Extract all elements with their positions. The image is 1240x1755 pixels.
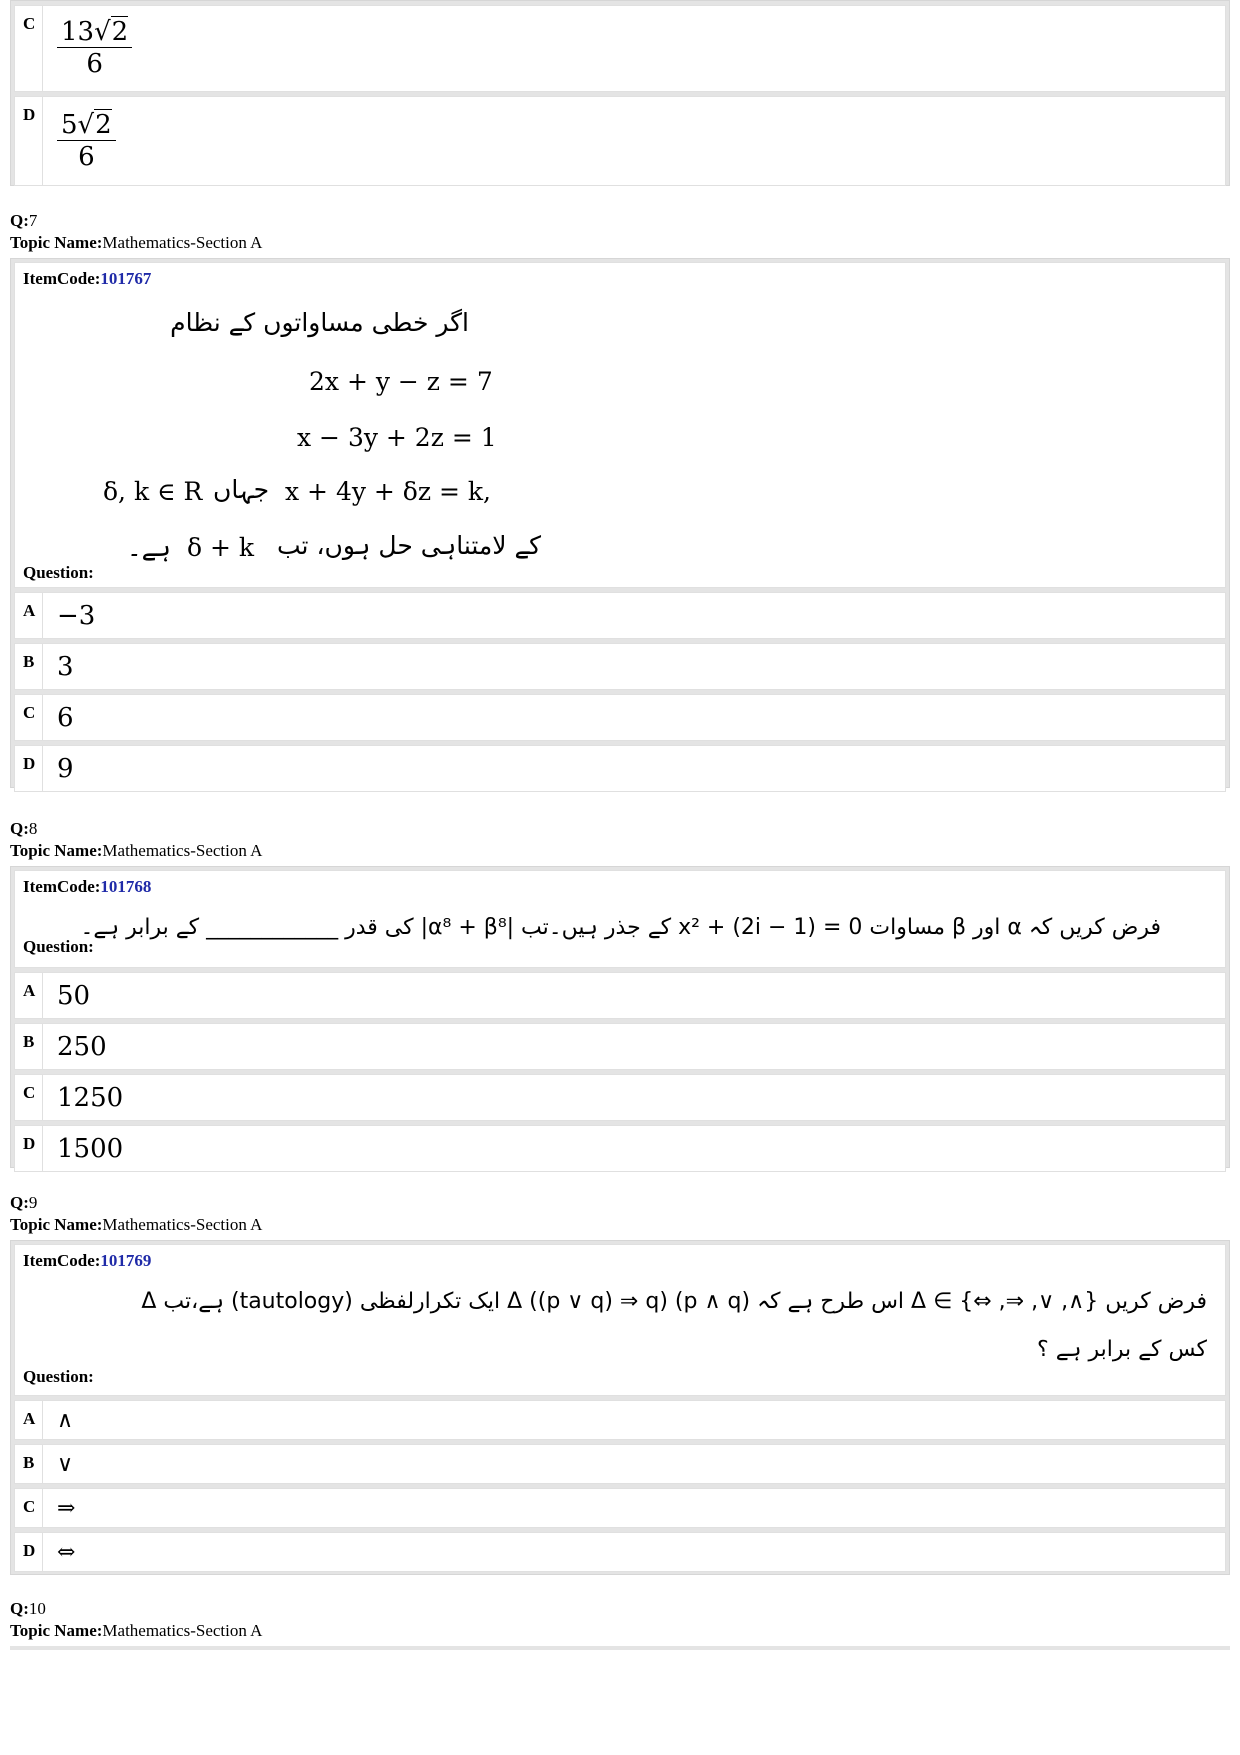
equation: 2x + y − z = 7 bbox=[309, 367, 493, 396]
option-value: 50 bbox=[57, 980, 91, 1011]
question-number: 9 bbox=[28, 1193, 38, 1212]
divider bbox=[10, 1646, 1230, 1650]
option-value: 1500 bbox=[57, 1133, 124, 1164]
option-label: B bbox=[15, 1445, 43, 1483]
equation: x + 4y + δz = k, bbox=[285, 477, 491, 506]
question-body bbox=[14, 870, 1226, 968]
option-row[interactable] bbox=[14, 972, 1226, 1019]
question-text: کے لامتناہی حل ہوں، تب bbox=[277, 531, 542, 560]
question-text: جہاں bbox=[213, 475, 270, 504]
topic-name: Mathematics-Section A bbox=[102, 233, 263, 252]
question-body bbox=[14, 262, 1226, 588]
question-number: 7 bbox=[28, 211, 38, 230]
question-text: فرض کریں کہ α اور β مساوات x² + (2i − 1) = 0 کے جذر ہیں۔تب |α⁸ + β⁸| کی قدر ____________ کے برابر ہے۔ bbox=[80, 915, 1161, 940]
question-body bbox=[14, 1244, 1226, 1396]
question-box bbox=[10, 258, 1230, 788]
question-label: Question: bbox=[23, 937, 94, 956]
option-label: A bbox=[15, 593, 43, 638]
option-value: ∧ bbox=[57, 1407, 74, 1433]
question-header: Q:8 Topic Name:Mathematics-Section A bbox=[10, 819, 263, 860]
option-row[interactable] bbox=[14, 1532, 1226, 1572]
question-text: کس کے برابر ہے ؟ bbox=[1037, 1337, 1207, 1362]
option-row[interactable] bbox=[14, 745, 1226, 792]
option-value bbox=[43, 6, 1225, 91]
option-label: D bbox=[15, 1126, 43, 1171]
option-label: B bbox=[15, 1024, 43, 1069]
question-header: Q:7 Topic Name:Mathematics-Section A bbox=[10, 211, 263, 252]
option-row[interactable] bbox=[14, 1023, 1226, 1070]
option-row[interactable] bbox=[14, 592, 1226, 639]
equation: x − 3y + 2z = 1 bbox=[297, 423, 497, 452]
question-label: Question: bbox=[23, 563, 94, 582]
option-value: 1250 bbox=[57, 1082, 124, 1113]
question-label: Question: bbox=[23, 1367, 94, 1386]
option-value: −3 bbox=[57, 600, 96, 631]
question-number: 8 bbox=[28, 819, 38, 838]
option-label: C bbox=[15, 1489, 43, 1527]
option-row[interactable] bbox=[14, 1400, 1226, 1440]
question-text: فرض کریں {∧, ∨, ⇒, ⇔} ∋ Δ اس طرح ہے کہ (p ∧ q) Δ ((p ∨ q) ⇒ q) ایک تکرارلفظی (tautology) ہے،تب Δ bbox=[141, 1289, 1207, 1314]
fraction: $\frac{13√2}{6}$ bbox=[57, 18, 132, 78]
option-row[interactable] bbox=[14, 694, 1226, 741]
option-value bbox=[43, 97, 1225, 185]
topic-name: Mathematics-Section A bbox=[102, 841, 263, 860]
option-label: B bbox=[15, 644, 43, 689]
equation: δ + k bbox=[187, 533, 255, 562]
option-row[interactable] bbox=[14, 96, 1226, 186]
question-header: Q:10 Topic Name:Mathematics-Section A bbox=[10, 1599, 263, 1640]
option-row[interactable] bbox=[14, 1074, 1226, 1121]
option-label: A bbox=[15, 973, 43, 1018]
option-label: D bbox=[15, 1533, 43, 1571]
question-text: اگر خطی مساواتوں کے نظام bbox=[170, 308, 469, 337]
option-row[interactable] bbox=[14, 1444, 1226, 1484]
option-value: 6 bbox=[57, 702, 74, 733]
option-label: D bbox=[15, 97, 43, 185]
option-value: ⇒ bbox=[57, 1495, 76, 1521]
option-value: ∨ bbox=[57, 1451, 74, 1477]
equation: δ, k ∈ R bbox=[103, 477, 203, 506]
option-value: 3 bbox=[57, 651, 74, 682]
option-value: 250 bbox=[57, 1031, 107, 1062]
option-label: C bbox=[15, 1075, 43, 1120]
option-row[interactable] bbox=[14, 5, 1226, 92]
question-text: ہے۔ bbox=[127, 533, 171, 562]
topic-name: Mathematics-Section A bbox=[102, 1621, 263, 1640]
question-box bbox=[10, 866, 1230, 1168]
item-code: ItemCode:101769 bbox=[23, 1251, 152, 1270]
option-value: 9 bbox=[57, 753, 74, 784]
option-row[interactable] bbox=[14, 1488, 1226, 1528]
prev-options-box bbox=[10, 0, 1230, 186]
option-label: C bbox=[15, 6, 43, 91]
question-header: Q:9 Topic Name:Mathematics-Section A bbox=[10, 1193, 263, 1234]
option-label: C bbox=[15, 695, 43, 740]
item-code: ItemCode:101768 bbox=[23, 877, 152, 896]
option-row[interactable] bbox=[14, 643, 1226, 690]
option-row[interactable] bbox=[14, 1125, 1226, 1172]
question-box bbox=[10, 1240, 1230, 1575]
option-label: D bbox=[15, 746, 43, 791]
question-number: 10 bbox=[28, 1599, 46, 1618]
option-label: A bbox=[15, 1401, 43, 1439]
topic-name: Mathematics-Section A bbox=[102, 1215, 263, 1234]
item-code: ItemCode:101767 bbox=[23, 269, 152, 288]
option-value: ⇔ bbox=[57, 1539, 76, 1565]
fraction: $\frac{5√2}{6}$ bbox=[57, 111, 116, 171]
